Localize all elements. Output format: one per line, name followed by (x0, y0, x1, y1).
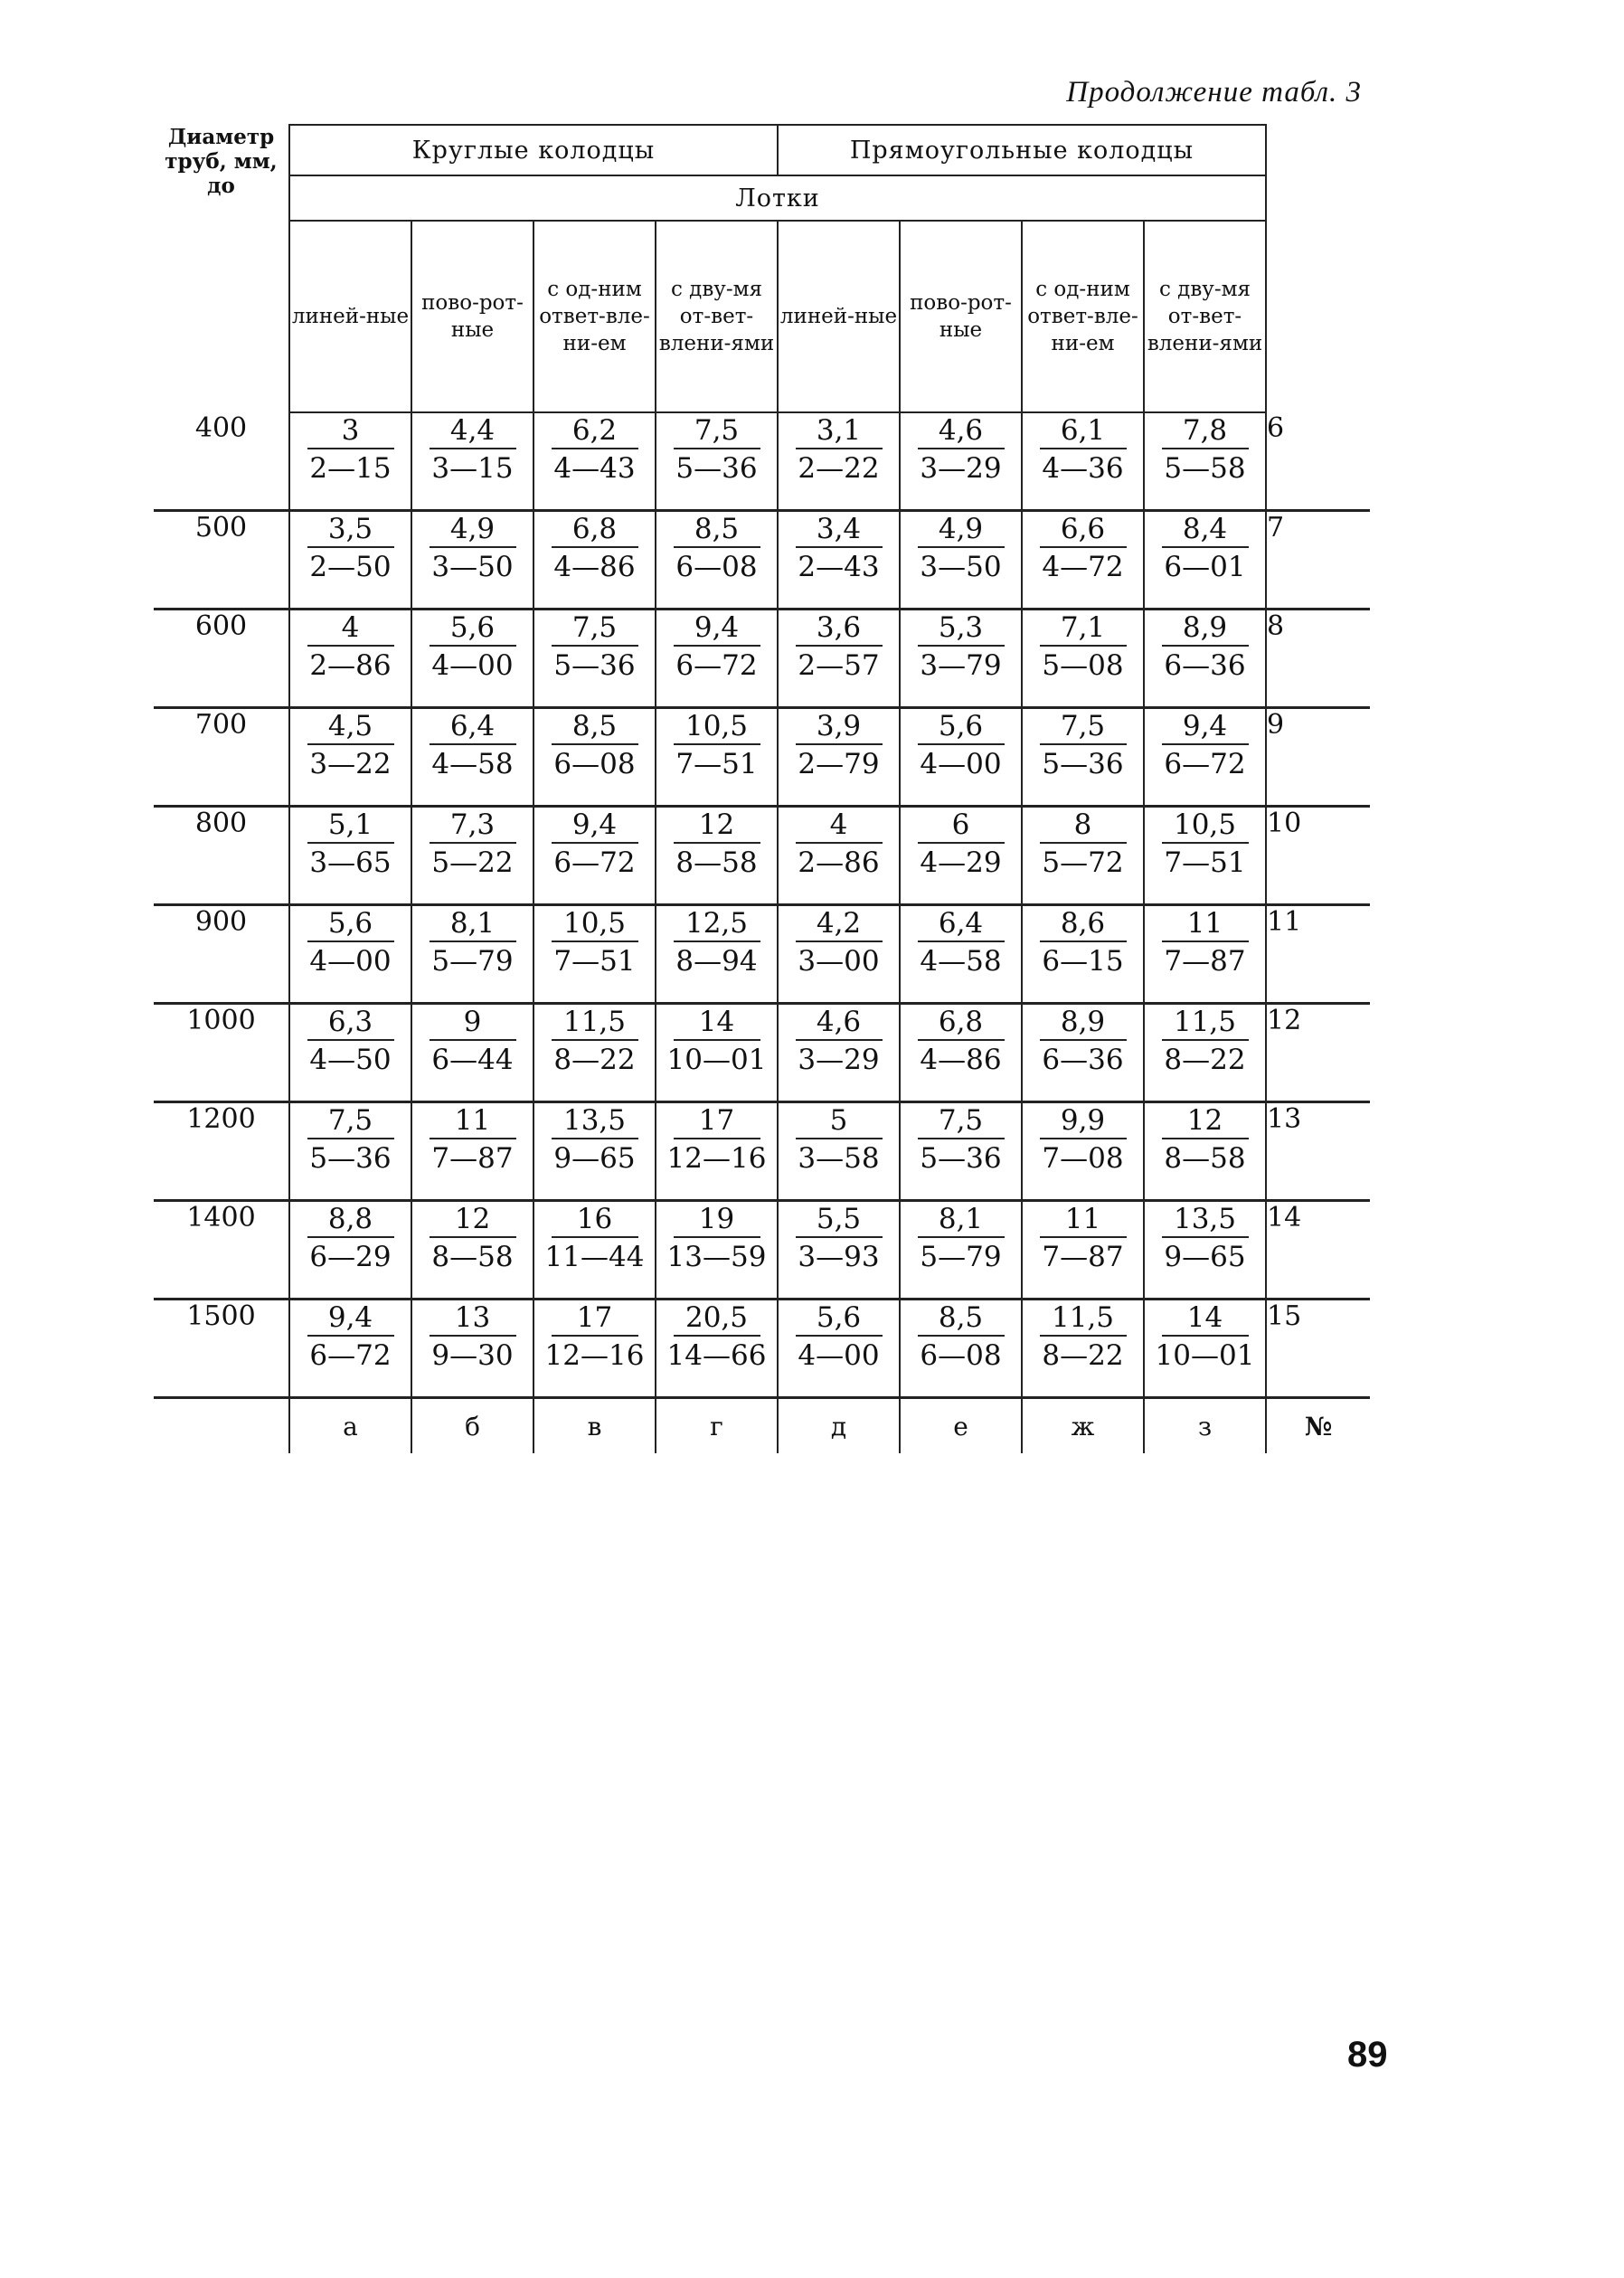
fraction-numerator: 9,4 (552, 808, 638, 844)
row-number-cell: 11 (1266, 905, 1370, 1004)
diameter-cell: 900 (154, 905, 289, 1004)
diameter-cell: 1200 (154, 1102, 289, 1201)
fraction-cell (900, 511, 1022, 610)
fraction-denominator: 6—29 (309, 1241, 392, 1273)
fraction-cell (778, 511, 900, 610)
table-row (154, 1300, 1370, 1398)
fraction-numerator: 5,3 (918, 610, 1005, 647)
diameter-cell: 800 (154, 807, 289, 905)
fraction-cell (411, 511, 533, 610)
fraction-cell (900, 807, 1022, 905)
fraction-cell (1022, 708, 1144, 807)
column-letter: в (533, 1398, 656, 1454)
fraction-cell (900, 1201, 1022, 1300)
row-number-cell: 13 (1266, 1102, 1370, 1201)
fraction-cell (533, 511, 656, 610)
fraction-numerator: 11,5 (1040, 1300, 1127, 1337)
diameter-cell: 1000 (154, 1004, 289, 1102)
fraction-denominator: 3—58 (798, 1142, 880, 1175)
fraction-numerator: 7,5 (674, 413, 760, 449)
fraction-denominator: 4—00 (920, 748, 1002, 780)
fraction-denominator: 3—65 (309, 846, 392, 879)
fraction-cell (533, 1102, 656, 1201)
fraction-denominator: 4—86 (920, 1044, 1002, 1076)
column-letter: б (411, 1398, 533, 1454)
diameter-cell: 500 (154, 511, 289, 610)
fraction-numerator: 4,4 (430, 413, 516, 449)
fraction-numerator: 3,1 (796, 413, 883, 449)
fraction-numerator: 4,6 (796, 1005, 883, 1041)
fraction-numerator: 12 (1162, 1103, 1249, 1139)
fraction-numerator: 4 (796, 808, 883, 844)
fraction-cell (900, 610, 1022, 708)
fraction-denominator: 14—66 (666, 1339, 767, 1372)
fraction-denominator: 5—36 (1042, 748, 1124, 780)
page-number: 89 (1347, 2035, 1388, 2075)
fraction-numerator: 12 (674, 808, 760, 844)
fraction-denominator: 7—87 (1164, 945, 1246, 978)
fraction-cell (289, 610, 411, 708)
fraction-numerator: 7,5 (552, 610, 638, 647)
fraction-denominator: 2—15 (309, 452, 392, 485)
fraction-denominator: 9—65 (1164, 1241, 1246, 1273)
fraction-denominator: 6—36 (1164, 649, 1246, 682)
fraction-numerator: 4,9 (430, 512, 516, 548)
fraction-cell (289, 1102, 411, 1201)
fraction-denominator: 9—65 (553, 1142, 636, 1175)
fraction-denominator: 7—51 (675, 748, 758, 780)
fraction-numerator: 8 (1040, 808, 1127, 844)
table-body (154, 412, 1370, 1398)
fraction-denominator: 2—57 (798, 649, 880, 682)
fraction-cell (656, 610, 778, 708)
fraction-denominator: 5—36 (309, 1142, 392, 1175)
fraction-denominator: 6—15 (1042, 945, 1124, 978)
fraction-cell (411, 1300, 533, 1398)
fraction-cell (533, 905, 656, 1004)
fraction-numerator: 3,9 (796, 709, 883, 745)
fraction-numerator: 6,2 (552, 413, 638, 449)
fraction-numerator: 12 (430, 1202, 516, 1238)
row-number-cell: 12 (1266, 1004, 1370, 1102)
row-number-cell: 10 (1266, 807, 1370, 905)
fraction-cell (1144, 1004, 1266, 1102)
column-letter: д (778, 1398, 900, 1454)
fraction-denominator: 2—50 (309, 551, 392, 583)
fraction-numerator: 6,6 (1040, 512, 1127, 548)
fraction-denominator: 4—36 (1042, 452, 1124, 485)
fraction-numerator: 7,1 (1040, 610, 1127, 647)
fraction-cell (533, 708, 656, 807)
column-header: с дву-мя от-вет-влени-ями (1144, 221, 1266, 412)
fraction-denominator: 11—44 (544, 1241, 645, 1273)
fraction-denominator: 4—58 (920, 945, 1002, 978)
fraction-cell (533, 807, 656, 905)
table-row (154, 412, 1370, 511)
column-letter: а (289, 1398, 411, 1454)
fraction-denominator: 6—36 (1042, 1044, 1124, 1076)
fraction-denominator: 3—15 (431, 452, 514, 485)
footer-empty-cell (154, 1398, 289, 1454)
fraction-denominator: 3—79 (920, 649, 1002, 682)
fraction-numerator: 5,1 (307, 808, 394, 844)
column-letter: ж (1022, 1398, 1144, 1454)
fraction-denominator: 8—22 (1164, 1044, 1246, 1076)
table-caption: Продолжение табл. 3 (1066, 76, 1362, 109)
fraction-numerator: 3 (307, 413, 394, 449)
column-header: линей-ные (778, 221, 900, 412)
fraction-numerator: 17 (552, 1300, 638, 1337)
fraction-denominator: 2—86 (798, 846, 880, 879)
fraction-numerator: 8,6 (1040, 906, 1127, 942)
fraction-denominator: 3—22 (309, 748, 392, 780)
fraction-numerator: 13,5 (552, 1103, 638, 1139)
table-row (154, 610, 1370, 708)
fraction-cell (533, 1004, 656, 1102)
fraction-numerator: 5,6 (430, 610, 516, 647)
fraction-numerator: 13,5 (1162, 1202, 1249, 1238)
fraction-numerator: 4,9 (918, 512, 1005, 548)
fraction-denominator: 6—72 (309, 1339, 392, 1372)
fraction-numerator: 6,8 (918, 1005, 1005, 1041)
fraction-denominator: 5—79 (431, 945, 514, 978)
fraction-numerator: 6,4 (430, 709, 516, 745)
fraction-denominator: 12—16 (666, 1142, 767, 1175)
fraction-denominator: 5—22 (431, 846, 514, 879)
fraction-numerator: 8,9 (1162, 610, 1249, 647)
fraction-denominator: 8—94 (675, 945, 758, 978)
row-number-cell: 7 (1266, 511, 1370, 610)
fraction-cell (778, 412, 900, 511)
fraction-numerator: 7,5 (1040, 709, 1127, 745)
fraction-cell (289, 412, 411, 511)
fraction-cell (411, 1201, 533, 1300)
column-header: с од-ним ответ-вле-ни-ем (533, 221, 656, 412)
fraction-numerator: 8,4 (1162, 512, 1249, 548)
fraction-cell (778, 1102, 900, 1201)
fraction-numerator: 17 (674, 1103, 760, 1139)
fraction-denominator: 6—72 (1164, 748, 1246, 780)
fraction-numerator: 6,4 (918, 906, 1005, 942)
fraction-cell (411, 1102, 533, 1201)
fraction-numerator: 5,6 (918, 709, 1005, 745)
table-row (154, 807, 1370, 905)
fraction-denominator: 4—29 (920, 846, 1002, 879)
fraction-cell (533, 1300, 656, 1398)
fraction-cell (656, 708, 778, 807)
number-column-header (1266, 125, 1370, 412)
fraction-numerator: 10,5 (674, 709, 760, 745)
data-table (154, 124, 1370, 1453)
fraction-numerator: 8,8 (307, 1202, 394, 1238)
fraction-denominator: 2—43 (798, 551, 880, 583)
fraction-cell (411, 807, 533, 905)
fraction-denominator: 8—22 (1042, 1339, 1124, 1372)
fraction-numerator: 9,4 (1162, 709, 1249, 745)
fraction-numerator: 8,5 (918, 1300, 1005, 1337)
fraction-cell (411, 610, 533, 708)
fraction-numerator: 3,6 (796, 610, 883, 647)
fraction-numerator: 3,5 (307, 512, 394, 548)
fraction-cell (778, 1201, 900, 1300)
fraction-cell (1144, 610, 1266, 708)
column-headers (154, 221, 1370, 412)
fraction-numerator: 8,1 (918, 1202, 1005, 1238)
fraction-denominator: 2—79 (798, 748, 880, 780)
fraction-numerator: 19 (674, 1202, 760, 1238)
fraction-cell (1022, 412, 1144, 511)
fraction-numerator: 9,4 (307, 1300, 394, 1337)
fraction-cell (1144, 1102, 1266, 1201)
fraction-denominator: 4—58 (431, 748, 514, 780)
fraction-denominator: 6—01 (1164, 551, 1246, 583)
fraction-cell (533, 412, 656, 511)
table-row (154, 1004, 1370, 1102)
fraction-cell (289, 1300, 411, 1398)
fraction-numerator: 4 (307, 610, 394, 647)
fraction-numerator: 13 (430, 1300, 516, 1337)
fraction-cell (900, 708, 1022, 807)
fraction-cell (778, 1300, 900, 1398)
fraction-denominator: 7—87 (431, 1142, 514, 1175)
column-letter: з (1144, 1398, 1266, 1454)
fraction-cell (411, 1004, 533, 1102)
fraction-cell (778, 905, 900, 1004)
fraction-denominator: 5—79 (920, 1241, 1002, 1273)
fraction-denominator: 10—01 (1155, 1339, 1255, 1372)
fraction-cell (289, 807, 411, 905)
fraction-cell (656, 1201, 778, 1300)
fraction-cell (900, 1102, 1022, 1201)
fraction-numerator: 6,3 (307, 1005, 394, 1041)
fraction-numerator: 10,5 (1162, 808, 1249, 844)
table-row (154, 511, 1370, 610)
fraction-numerator: 9,9 (1040, 1103, 1127, 1139)
fraction-numerator: 8,5 (674, 512, 760, 548)
fraction-cell (289, 905, 411, 1004)
fraction-denominator: 6—72 (675, 649, 758, 682)
fraction-numerator: 3,4 (796, 512, 883, 548)
fraction-cell (656, 807, 778, 905)
fraction-denominator: 8—58 (1164, 1142, 1246, 1175)
fraction-cell (1144, 1300, 1266, 1398)
fraction-denominator: 3—00 (798, 945, 880, 978)
fraction-denominator: 5—36 (675, 452, 758, 485)
table-row (154, 905, 1370, 1004)
round-wells-header: Круглые колодцы (289, 125, 778, 175)
row-number-cell: 15 (1266, 1300, 1370, 1398)
fraction-cell (289, 708, 411, 807)
fraction-cell (289, 1201, 411, 1300)
fraction-numerator: 5 (796, 1103, 883, 1139)
trays-header: Лотки (289, 175, 1266, 221)
fraction-denominator: 5—72 (1042, 846, 1124, 879)
table-row (154, 708, 1370, 807)
column-header: пово-рот-ные (900, 221, 1022, 412)
diameter-cell: 1400 (154, 1201, 289, 1300)
fraction-denominator: 6—08 (553, 748, 636, 780)
fraction-cell (656, 412, 778, 511)
fraction-cell (411, 708, 533, 807)
fraction-cell (533, 610, 656, 708)
rect-wells-header: Прямоугольные колодцы (778, 125, 1266, 175)
fraction-cell (1144, 708, 1266, 807)
fraction-denominator: 5—36 (553, 649, 636, 682)
fraction-denominator: 12—16 (544, 1339, 645, 1372)
fraction-cell (778, 708, 900, 807)
fraction-numerator: 20,5 (674, 1300, 760, 1337)
fraction-numerator: 7,5 (918, 1103, 1005, 1139)
fraction-numerator: 5,6 (796, 1300, 883, 1337)
fraction-numerator: 8,9 (1040, 1005, 1127, 1041)
fraction-cell (1022, 1102, 1144, 1201)
fraction-cell (1022, 905, 1144, 1004)
row-number-cell: 6 (1266, 412, 1370, 511)
fraction-denominator: 2—22 (798, 452, 880, 485)
row-number-cell: 8 (1266, 610, 1370, 708)
diameter-cell: 400 (154, 412, 289, 511)
fraction-denominator: 5—36 (920, 1142, 1002, 1175)
fraction-numerator: 8,1 (430, 906, 516, 942)
fraction-numerator: 6,1 (1040, 413, 1127, 449)
fraction-cell (289, 511, 411, 610)
fraction-cell (411, 412, 533, 511)
fraction-cell (900, 1300, 1022, 1398)
fraction-denominator: 7—08 (1042, 1142, 1124, 1175)
fraction-denominator: 4—00 (431, 649, 514, 682)
fraction-numerator: 7,3 (430, 808, 516, 844)
fraction-cell (1022, 511, 1144, 610)
fraction-cell (289, 1004, 411, 1102)
table-row (154, 1201, 1370, 1300)
fraction-cell (1144, 412, 1266, 511)
fraction-denominator: 4—50 (309, 1044, 392, 1076)
fraction-denominator: 6—08 (920, 1339, 1002, 1372)
diameter-header: Диаметр труб, мм, до (165, 125, 278, 198)
column-header: с од-ним ответ-вле-ни-ем (1022, 221, 1144, 412)
fraction-cell (656, 1102, 778, 1201)
fraction-cell (656, 905, 778, 1004)
fraction-denominator: 7—51 (553, 945, 636, 978)
fraction-cell (778, 610, 900, 708)
fraction-denominator: 3—29 (798, 1044, 880, 1076)
fraction-numerator: 16 (552, 1202, 638, 1238)
column-letter: е (900, 1398, 1022, 1454)
fraction-numerator: 14 (1162, 1300, 1249, 1337)
row-number-cell: 14 (1266, 1201, 1370, 1300)
diameter-cell: 600 (154, 610, 289, 708)
fraction-numerator: 7,5 (307, 1103, 394, 1139)
diameter-cell: 1500 (154, 1300, 289, 1398)
fraction-numerator: 14 (674, 1005, 760, 1041)
fraction-denominator: 3—29 (920, 452, 1002, 485)
fraction-denominator: 5—58 (1164, 452, 1246, 485)
fraction-cell (1022, 1201, 1144, 1300)
fraction-cell (656, 511, 778, 610)
fraction-numerator: 8,5 (552, 709, 638, 745)
fraction-numerator: 5,5 (796, 1202, 883, 1238)
fraction-cell (900, 905, 1022, 1004)
fraction-cell (1022, 1004, 1144, 1102)
column-letter: г (656, 1398, 778, 1454)
fraction-denominator: 3—50 (431, 551, 514, 583)
fraction-denominator: 6—72 (553, 846, 636, 879)
fraction-denominator: 3—50 (920, 551, 1002, 583)
fraction-denominator: 4—86 (553, 551, 636, 583)
fraction-cell (1022, 807, 1144, 905)
fraction-denominator: 5—08 (1042, 649, 1124, 682)
fraction-cell (533, 1201, 656, 1300)
fraction-cell (900, 1004, 1022, 1102)
fraction-cell (1144, 807, 1266, 905)
number-symbol: № (1304, 1411, 1333, 1441)
fraction-cell (1144, 1201, 1266, 1300)
row-number-cell: 9 (1266, 708, 1370, 807)
fraction-denominator: 8—22 (553, 1044, 636, 1076)
fraction-denominator: 4—00 (798, 1339, 880, 1372)
fraction-numerator: 7,8 (1162, 413, 1249, 449)
fraction-numerator: 11 (1040, 1202, 1127, 1238)
fraction-denominator: 9—30 (431, 1339, 514, 1372)
fraction-denominator: 6—44 (431, 1044, 514, 1076)
fraction-cell (411, 905, 533, 1004)
fraction-cell (656, 1004, 778, 1102)
fraction-denominator: 4—00 (309, 945, 392, 978)
fraction-cell (1144, 511, 1266, 610)
table-row (154, 1102, 1370, 1201)
fraction-cell (900, 412, 1022, 511)
column-header: линей-ные (289, 221, 411, 412)
fraction-cell (656, 1300, 778, 1398)
fraction-numerator: 4,6 (918, 413, 1005, 449)
fraction-denominator: 7—51 (1164, 846, 1246, 879)
fraction-numerator: 9 (430, 1005, 516, 1041)
fraction-cell (1022, 1300, 1144, 1398)
fraction-numerator: 6 (918, 808, 1005, 844)
fraction-denominator: 4—43 (553, 452, 636, 485)
fraction-numerator: 11 (430, 1103, 516, 1139)
fraction-denominator: 4—72 (1042, 551, 1124, 583)
column-header: пово-рот-ные (411, 221, 533, 412)
diameter-cell: 700 (154, 708, 289, 807)
fraction-cell (778, 807, 900, 905)
fraction-denominator: 2—86 (309, 649, 392, 682)
fraction-denominator: 10—01 (666, 1044, 767, 1076)
column-header: с дву-мя от-вет-влени-ями (656, 221, 778, 412)
fraction-numerator: 9,4 (674, 610, 760, 647)
fraction-denominator: 3—93 (798, 1241, 880, 1273)
fraction-denominator: 8—58 (431, 1241, 514, 1273)
fraction-cell (1022, 610, 1144, 708)
fraction-numerator: 4,5 (307, 709, 394, 745)
fraction-numerator: 6,8 (552, 512, 638, 548)
fraction-cell (1144, 905, 1266, 1004)
fraction-numerator: 10,5 (552, 906, 638, 942)
fraction-numerator: 11 (1162, 906, 1249, 942)
fraction-numerator: 5,6 (307, 906, 394, 942)
fraction-denominator: 6—08 (675, 551, 758, 583)
fraction-numerator: 11,5 (1162, 1005, 1249, 1041)
fraction-numerator: 4,2 (796, 906, 883, 942)
fraction-numerator: 11,5 (552, 1005, 638, 1041)
fraction-cell (778, 1004, 900, 1102)
fraction-denominator: 7—87 (1042, 1241, 1124, 1273)
fraction-numerator: 12,5 (674, 906, 760, 942)
footer-row (154, 1398, 1370, 1454)
fraction-denominator: 13—59 (666, 1241, 767, 1273)
fraction-denominator: 8—58 (675, 846, 758, 879)
